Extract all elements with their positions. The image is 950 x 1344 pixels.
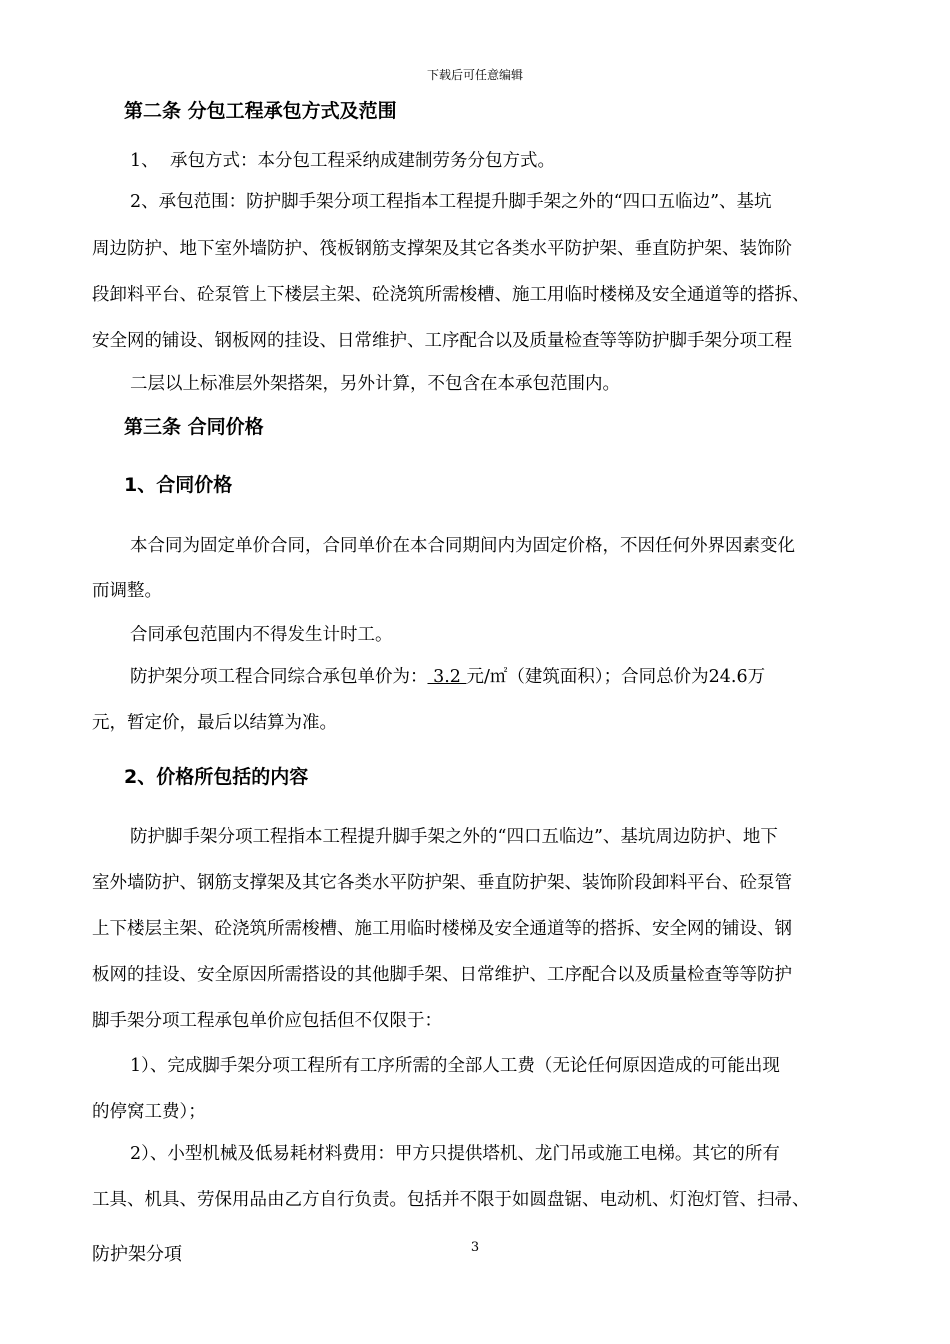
price-line [130, 663, 765, 688]
section3-sub2-title: 2、价格所包括的内容 [124, 766, 309, 788]
list-item-2-line: 2）、小型机械及低易耗材料费用：甲方只提供塔机、龙门吊或施工电梯。其它的所有 [130, 1144, 780, 1164]
list-item-1-line: 的停窝工费）； [92, 1102, 206, 1122]
section3-sub1-line: 而调整。 [92, 581, 162, 601]
section3-sub2-line: 室外墙防护、钢筋支撑架及其它各类水平防护架、垂直防护架、装饰阶段卸料平台、砼泵管 [92, 873, 792, 893]
section2-item2-line: 周边防护、地下室外墙防护、筏板钢筋支撑架及其它各类水平防护架、垂直防护架、装饰阶 [92, 239, 792, 259]
unit-price: 3.2 [427, 667, 467, 687]
page-number: 3 [470, 1240, 480, 1255]
section2-note: 二层以上标准层外架搭架，另外计算，不包含在本承包范围内。 [130, 374, 620, 394]
price-prefix: 防护架分项工程合同综合承包单价为： [130, 667, 428, 687]
page-header-note: 下载后可任意编辑 [426, 68, 523, 82]
section2-item2-line: 段卸料平台、砼泵管上下楼层主架、砼浇筑所需梭槽、施工用临时楼梯及安全通道等的搭拆、 [92, 285, 810, 305]
section2-item1-text: 承包方式：本分包工程采纳成建制劳务分包方式。 [170, 151, 555, 171]
footer-label: 防护架分項 [92, 1244, 182, 1265]
section3-sub2-line: 板网的挂设、安全原因所需搭设的其他脚手架、日常维护、工序配合以及质量检查等等防护 [92, 965, 792, 985]
section2-item1-num: 1、 [130, 151, 159, 171]
section3-sub2-line: 脚手架分项工程承包单价应包括但不仅限于： [92, 1011, 442, 1031]
section3-sub1-line2: 合同承包范围内不得发生计时工。 [130, 625, 393, 645]
section2-item2-line: 安全网的铺设、钢板网的挂设、日常维护、工序配合以及质量检查等等防护脚手架分项工程 [92, 331, 792, 351]
list-item-2-line: 工具、机具、劳保用品由乙方自行负责。包括并不限于如圆盘锯、电动机、灯泡灯管、扫帚、 [92, 1190, 810, 1210]
list-item-1-line: 1）、完成脚手架分项工程所有工序所需的全部人工费（无论任何原因造成的可能出现 [130, 1056, 780, 1076]
section3-sub1-line: 本合同为固定单价合同，合同单价在本合同期间内为固定价格，不因任何外界因素变化 [130, 536, 795, 556]
section2-item2-line: 2、承包范围：防护脚手架分项工程指本工程提升脚手架之外的“四口五临边”、基坑 [130, 192, 772, 212]
section3-sub1-title: 1、合同价格 [124, 474, 233, 496]
price-line2: 元，暂定价，最后以结算为准。 [92, 713, 337, 733]
section2-title: 第二条 分包工程承包方式及范围 [124, 100, 397, 122]
section3-title: 第三条 合同价格 [124, 416, 264, 438]
price-suffix: 元/㎡（建筑面积）；合同总价为24.6万 [466, 667, 766, 687]
section3-sub2-line: 防护脚手架分项工程指本工程提升脚手架之外的“四口五临边”、基坑周边防护、地下 [130, 827, 778, 847]
section3-sub2-line: 上下楼层主架、砼浇筑所需梭槽、施工用临时楼梯及安全通道等的搭拆、安全网的铺设、钢 [92, 919, 792, 939]
